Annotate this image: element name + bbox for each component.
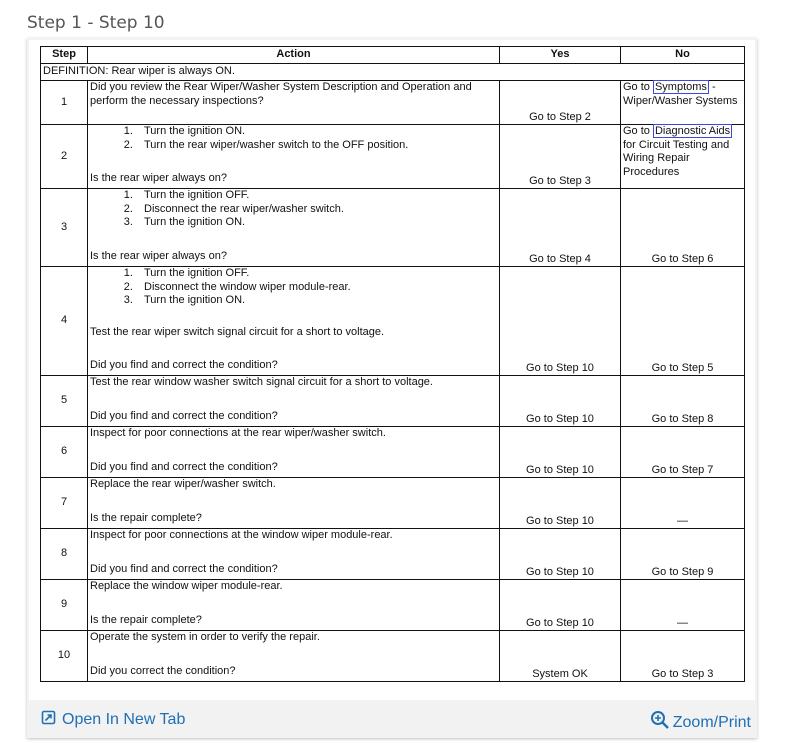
zoom-print-label: Zoom/Print	[672, 713, 751, 731]
header-step: Step	[41, 47, 88, 64]
action-steps	[90, 267, 497, 308]
step-number: 6	[41, 427, 88, 478]
no-cell: Go to Step 8	[621, 376, 745, 427]
action-instruction: Operate the system in order to verify the repair.	[90, 631, 320, 643]
step-number: 3	[41, 189, 88, 267]
yes-cell: Go to Step 10	[500, 478, 621, 529]
action-step: 2. Disconnect the window wiper module-rear.	[136, 281, 497, 295]
no-cell: Go to Step 6	[621, 189, 745, 267]
action-instruction: Replace the rear wiper/washer switch.	[90, 478, 276, 490]
action-instruction: Inspect for poor connections at the rear wiper/washer switch.	[90, 427, 386, 439]
open-in-new-tab-button[interactable]	[41, 710, 185, 730]
action-cell	[88, 427, 500, 478]
table-header-row	[41, 47, 745, 64]
action-step: 2. Disconnect the rear wiper/washer switch.	[136, 203, 497, 217]
action-step: 3. Turn the ignition ON.	[136, 216, 497, 230]
action-question: Is the rear wiper always on?	[90, 171, 227, 184]
yes-cell: Go to Step 10	[500, 427, 621, 478]
action-question: Is the repair complete?	[90, 511, 202, 524]
yes-cell: Go to Step 2	[500, 81, 621, 125]
step-number: 2	[41, 125, 88, 189]
action-instruction: Test the rear window washer switch signal circuit for a short to voltage.	[90, 376, 433, 388]
step-number: 9	[41, 580, 88, 631]
action-cell	[88, 376, 500, 427]
no-cell	[621, 125, 745, 189]
no-cell: Go to Step 3	[621, 631, 745, 682]
action-cell	[88, 81, 500, 125]
step-number: 7	[41, 478, 88, 529]
action-cell	[88, 189, 500, 267]
action-cell	[88, 267, 500, 376]
action-cell	[88, 125, 500, 189]
yes-cell: Go to Step 10	[500, 267, 621, 376]
page-title: Step 1 - Step 10	[27, 13, 165, 33]
definition-row	[41, 64, 745, 81]
yes-cell: System OK	[500, 631, 621, 682]
zoom-print-button[interactable]	[650, 710, 751, 735]
open-new-tab-icon	[41, 710, 56, 730]
no-cell: —	[621, 580, 745, 631]
header-no: No	[621, 47, 745, 64]
yes-cell: Go to Step 4	[500, 189, 621, 267]
action-instruction: Inspect for poor connections at the window wiper module-rear.	[90, 529, 393, 541]
action-question: Is the rear wiper always on?	[90, 249, 227, 262]
yes-cell: Go to Step 3	[500, 125, 621, 189]
action-question: Did you find and correct the condition?	[90, 409, 278, 422]
action-steps	[90, 125, 497, 152]
viewer-footer	[27, 702, 757, 738]
no-cell: Go to Step 9	[621, 529, 745, 580]
header-yes: Yes	[500, 47, 621, 64]
action-test: Test the rear wiper switch signal circuit for a short to voltage.	[90, 326, 385, 339]
zoom-in-icon	[650, 710, 670, 735]
step-number: 8	[41, 529, 88, 580]
action-step: 2. Turn the rear wiper/washer switch to the OFF position.	[136, 139, 497, 153]
yes-cell: Go to Step 10	[500, 529, 621, 580]
action-question: Is the repair complete?	[90, 613, 202, 626]
action-cell	[88, 580, 500, 631]
symptoms-link[interactable]: Symptoms	[654, 81, 707, 93]
table-row	[41, 529, 745, 580]
table-row	[41, 267, 745, 376]
no-cell	[621, 81, 745, 125]
open-in-new-tab-label: Open In New Tab	[62, 711, 186, 728]
definition-text: DEFINITION: Rear wiper is always ON.	[41, 64, 745, 81]
action-step: 1. Turn the ignition OFF.	[136, 189, 497, 203]
action-cell	[88, 529, 500, 580]
action-instruction: Replace the window wiper module-rear.	[90, 580, 283, 592]
no-prefix: Go to	[623, 81, 653, 93]
table-row	[41, 376, 745, 427]
no-cell: Go to Step 7	[621, 427, 745, 478]
table-row	[41, 631, 745, 682]
no-cell: —	[621, 478, 745, 529]
no-cell: Go to Step 5	[621, 267, 745, 376]
action-question: Did you correct the condition?	[90, 664, 236, 677]
step-number: 10	[41, 631, 88, 682]
action-cell	[88, 478, 500, 529]
no-prefix: Go to	[623, 125, 653, 137]
table-row	[41, 427, 745, 478]
action-step: 3. Turn the ignition ON.	[136, 294, 497, 308]
diagnostic-table	[40, 46, 745, 682]
action-question: Did you find and correct the condition?	[90, 562, 278, 575]
table-row	[41, 478, 745, 529]
action-steps	[90, 189, 497, 230]
step-number: 4	[41, 267, 88, 376]
table-row	[41, 81, 745, 125]
action-question: Did you find and correct the condition?	[90, 460, 278, 473]
table-row	[41, 580, 745, 631]
yes-cell: Go to Step 10	[500, 376, 621, 427]
procedure-image	[29, 40, 755, 700]
image-viewer	[27, 38, 757, 738]
step-number: 5	[41, 376, 88, 427]
action-step: 1. Turn the ignition ON.	[136, 125, 497, 139]
step-number: 1	[41, 81, 88, 125]
header-action: Action	[88, 47, 500, 64]
diagnostic-aids-link[interactable]: Diagnostic Aids	[654, 125, 731, 137]
action-cell	[88, 631, 500, 682]
no-suffix: for Circuit Testing and Wiring Repair Procedures	[623, 138, 730, 178]
action-text: Did you review the Rear Wiper/Washer System Description and Operation and perform the necessary inspections?	[90, 81, 472, 107]
yes-cell: Go to Step 10	[500, 580, 621, 631]
table-row	[41, 189, 745, 267]
no-suffix: - Wiper/Washer Systems	[623, 81, 738, 107]
action-question: Did you find and correct the condition?	[90, 358, 278, 371]
action-step: 1. Turn the ignition OFF.	[136, 267, 497, 281]
table-row	[41, 125, 745, 189]
